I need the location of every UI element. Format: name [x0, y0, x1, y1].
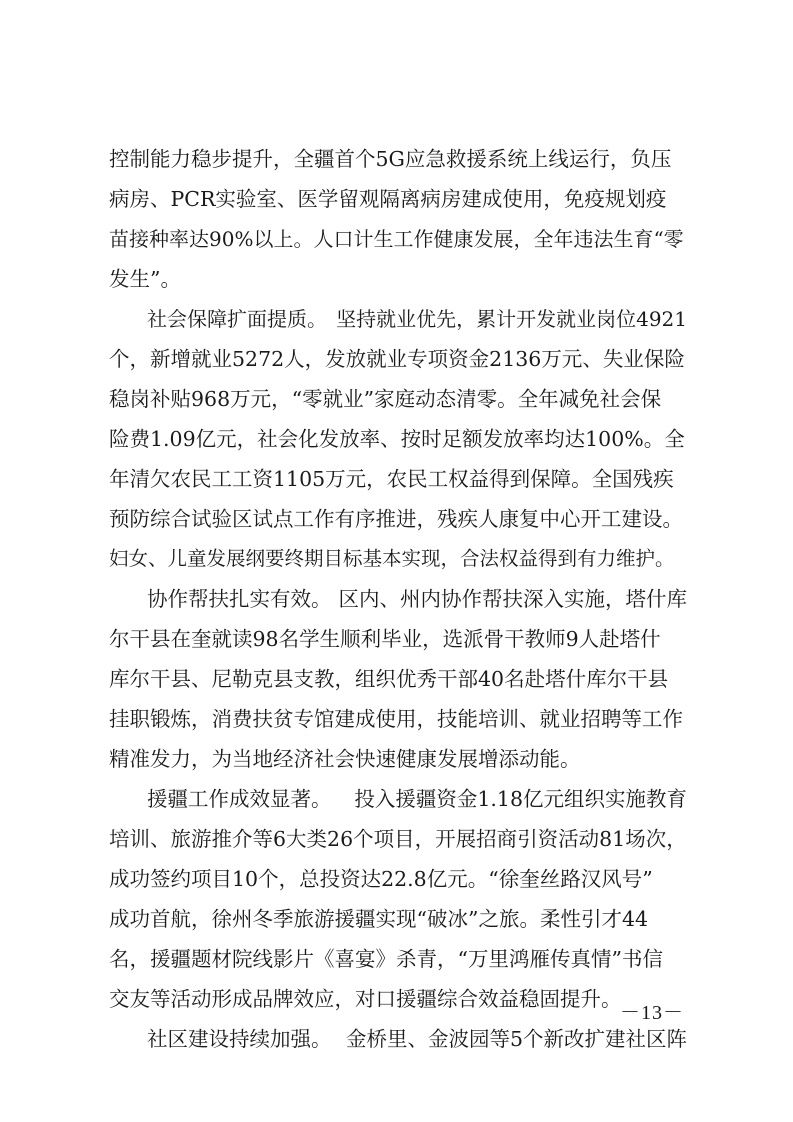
- text-line: 库尔干县、尼勒克县支教，组织优秀干部40名赴塔什库尔干县: [109, 667, 669, 691]
- text-line: 交友等活动形成品牌效应，对口援疆综合效益稳固提升。: [109, 987, 622, 1011]
- text-line: 病房、PCR实验室、医学留观隔离病房建成使用，免疫规划疫: [109, 187, 667, 211]
- text-line: 成功首航，徐州冬季旅游援疆实现“破冰”之旅。柔性引才44: [109, 907, 649, 931]
- paragraph-first-line: [109, 299, 687, 339]
- paragraph-heading: 援疆工作成效显著。: [147, 787, 332, 811]
- text-line: 培训、旅游推介等6大类26个项目，开展招商引资活动81场次，: [109, 827, 687, 851]
- text-line: 挂职锻炼，消费扶贫专馆建成使用，技能培训、就业招聘等工作: [109, 707, 683, 731]
- page-number: －13－: [620, 1002, 684, 1024]
- paragraph-heading: 社会保障扩面提质。: [147, 307, 327, 331]
- text-line: 尔干县在奎就读98名学生顺利毕业，选派骨干教师9人赴塔什: [109, 627, 661, 651]
- paragraph-text: 投入援疆资金1.18亿元组织实施教育: [354, 787, 687, 811]
- text-line: 预防综合试验区试点工作有序推进，残疾人康复中心开工建设。: [109, 507, 683, 531]
- text-line: 成功签约项目10个，总投资达22.8亿元。“徐奎丝路汉风号”: [109, 867, 653, 891]
- paragraph-heading: 社区建设持续加强。: [147, 1027, 332, 1051]
- text-line: 发生”。: [109, 267, 181, 291]
- paragraph-heading: 协作帮扶扎实有效。: [147, 587, 332, 611]
- paragraph-first-line: [109, 779, 687, 819]
- text-line: 险费1.09亿元，社会化发放率、按时足额发放率均达100%。全: [109, 427, 685, 451]
- paragraph-text: 金桥里、金波园等5个新改扩建社区阵: [345, 1027, 687, 1051]
- text-line: 稳岗补贴968万元，“零就业”家庭动态清零。全年减免社会保: [109, 387, 662, 411]
- paragraph-first-line: [109, 1019, 687, 1059]
- paragraph-text: 坚持就业优先，累计开发就业岗位4921: [336, 307, 687, 331]
- body-text: [109, 139, 687, 1059]
- text-line: 苗接种率达90%以上。人口计生工作健康发展，全年违法生育“零: [109, 227, 684, 251]
- text-line: 精准发力，为当地经济社会快速健康发展增添动能。: [109, 747, 581, 771]
- paragraph-text: 区内、州内协作帮扶深入实施，塔什库: [338, 587, 687, 611]
- text-line: 个，新增就业5272人，发放就业专项资金2136万元、失业保险: [109, 347, 685, 371]
- text-line: 名，援疆题材院线影片《喜宴》杀青，“万里鸿雁传真情”书信: [109, 947, 663, 971]
- text-line: 控制能力稳步提升，全疆首个5G应急救援系统上线运行，负压: [109, 147, 672, 171]
- text-line: 年清欠农民工工资1105万元，农民工权益得到保障。全国残疾: [109, 467, 674, 491]
- paragraph-first-line: [109, 579, 687, 619]
- text-line: 妇女、儿童发展纲要终期目标基本实现，合法权益得到有力维护。: [109, 547, 675, 570]
